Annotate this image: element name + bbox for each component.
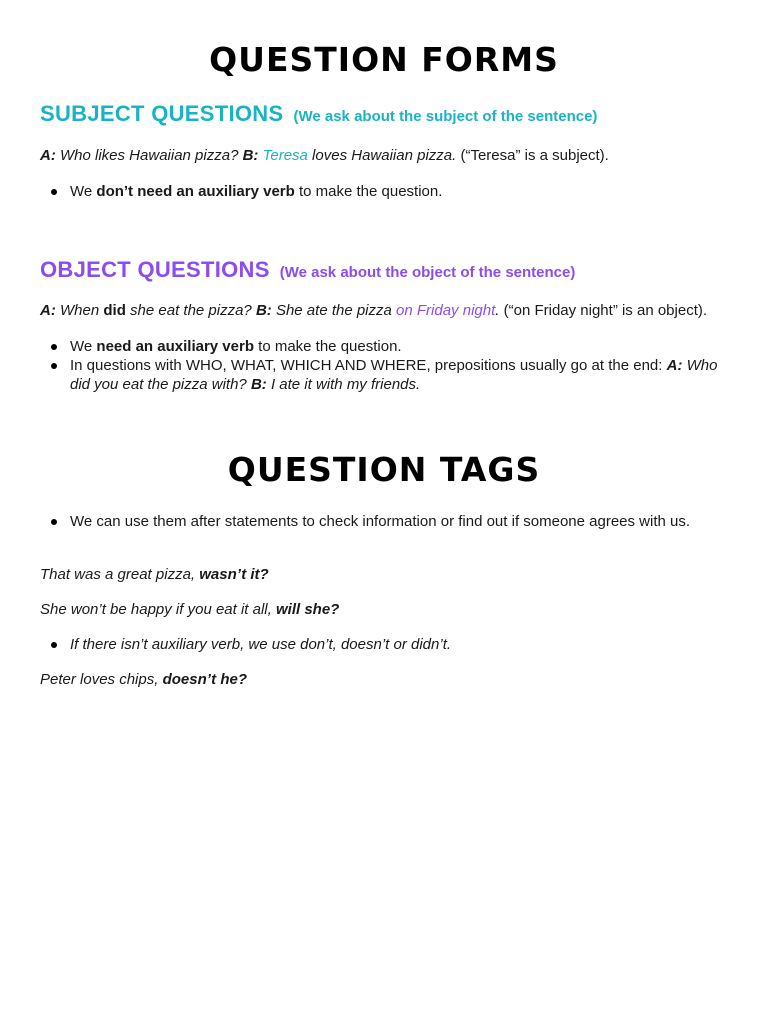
- subject-highlight: Teresa: [262, 147, 308, 164]
- title-question-forms: QUESTION FORMS: [209, 40, 559, 79]
- period: .: [495, 302, 500, 319]
- tag-question: will she?: [275, 601, 340, 618]
- tag-statement: Peter loves chips,: [40, 671, 163, 688]
- object-example: [40, 301, 730, 320]
- tag-example-3: [40, 670, 730, 689]
- subject-heading-note: (We ask about the subject of the sentence): [293, 108, 598, 125]
- speaker-a-label: A:: [40, 147, 56, 164]
- bullet-example-question: Who did you eat the pizza with?: [70, 357, 718, 393]
- speaker-b-label: B:: [250, 376, 267, 393]
- tags-bullets-2: [40, 635, 730, 654]
- speaker-b-label: B:: [242, 147, 259, 164]
- bullet-dot-icon: [51, 344, 57, 350]
- subject-question-text: Who likes Hawaiian pizza?: [55, 147, 243, 164]
- bullet-dot-icon: [51, 189, 57, 195]
- object-question-text: she eat the pizza?: [125, 302, 256, 319]
- list-item: [40, 635, 730, 654]
- object-heading-note: (We ask about the object of the sentence): [279, 264, 576, 281]
- speaker-b-label: B:: [255, 302, 272, 319]
- bullet-text: In questions with WHO, WHAT, WHICH AND WHERE, prepositions usually go at the end:: [70, 357, 667, 374]
- bullet-example-answer: I ate it with my friends.: [266, 376, 421, 393]
- object-comment: (“on Friday night” is an object).: [499, 302, 708, 319]
- object-questions-heading: [40, 257, 575, 283]
- bullet-dot-icon: [51, 519, 57, 525]
- bullet-text: to make the question.: [294, 183, 443, 200]
- subject-heading-text: SUBJECT QUESTIONS: [40, 101, 284, 126]
- object-heading-text: OBJECT QUESTIONS: [40, 257, 270, 282]
- list-item: [40, 337, 730, 356]
- speaker-a-label: A:: [666, 357, 683, 374]
- tag-example-1: [40, 565, 730, 584]
- bullet-text: We: [70, 338, 97, 355]
- bullet-text: We: [70, 183, 97, 200]
- bullet-dot-icon: [51, 642, 57, 648]
- subject-example: [40, 146, 730, 165]
- object-highlight: on Friday night: [396, 302, 496, 319]
- bullet-text: to make the question.: [253, 338, 402, 355]
- tag-question: wasn’t it?: [199, 566, 269, 583]
- bullet-text: If there isn’t auxiliary verb, we use don’t, doesn’t or didn’t.: [70, 636, 452, 653]
- speaker-a-label: A:: [40, 302, 56, 319]
- subject-questions-heading: [40, 101, 597, 127]
- tag-statement: She won’t be happy if you eat it all,: [40, 601, 276, 618]
- object-bullets: [40, 337, 730, 394]
- bullet-text: We can use them after statements to check information or find out if someone agrees with us.: [70, 513, 691, 530]
- list-item: [40, 182, 730, 201]
- title-question-tags: QUESTION TAGS: [227, 450, 541, 489]
- list-item: [40, 356, 730, 394]
- did-bold: did: [103, 302, 126, 319]
- bullet-bold-text: don’t need an auxiliary verb: [96, 183, 295, 200]
- tag-example-2: [40, 600, 730, 619]
- object-question-text: When: [55, 302, 104, 319]
- bullet-bold-text: need an auxiliary verb: [96, 338, 254, 355]
- tag-statement: That was a great pizza,: [40, 566, 200, 583]
- subject-bullets: [40, 182, 730, 201]
- object-answer-text: She ate the pizza: [271, 302, 397, 319]
- tags-bullets-1: [40, 512, 730, 531]
- tag-question: doesn’t he?: [162, 671, 248, 688]
- bullet-dot-icon: [51, 363, 57, 369]
- list-item: [40, 512, 730, 531]
- subject-comment: (“Teresa” is a subject).: [456, 147, 609, 164]
- subject-answer-text: loves Hawaiian pizza.: [307, 147, 457, 164]
